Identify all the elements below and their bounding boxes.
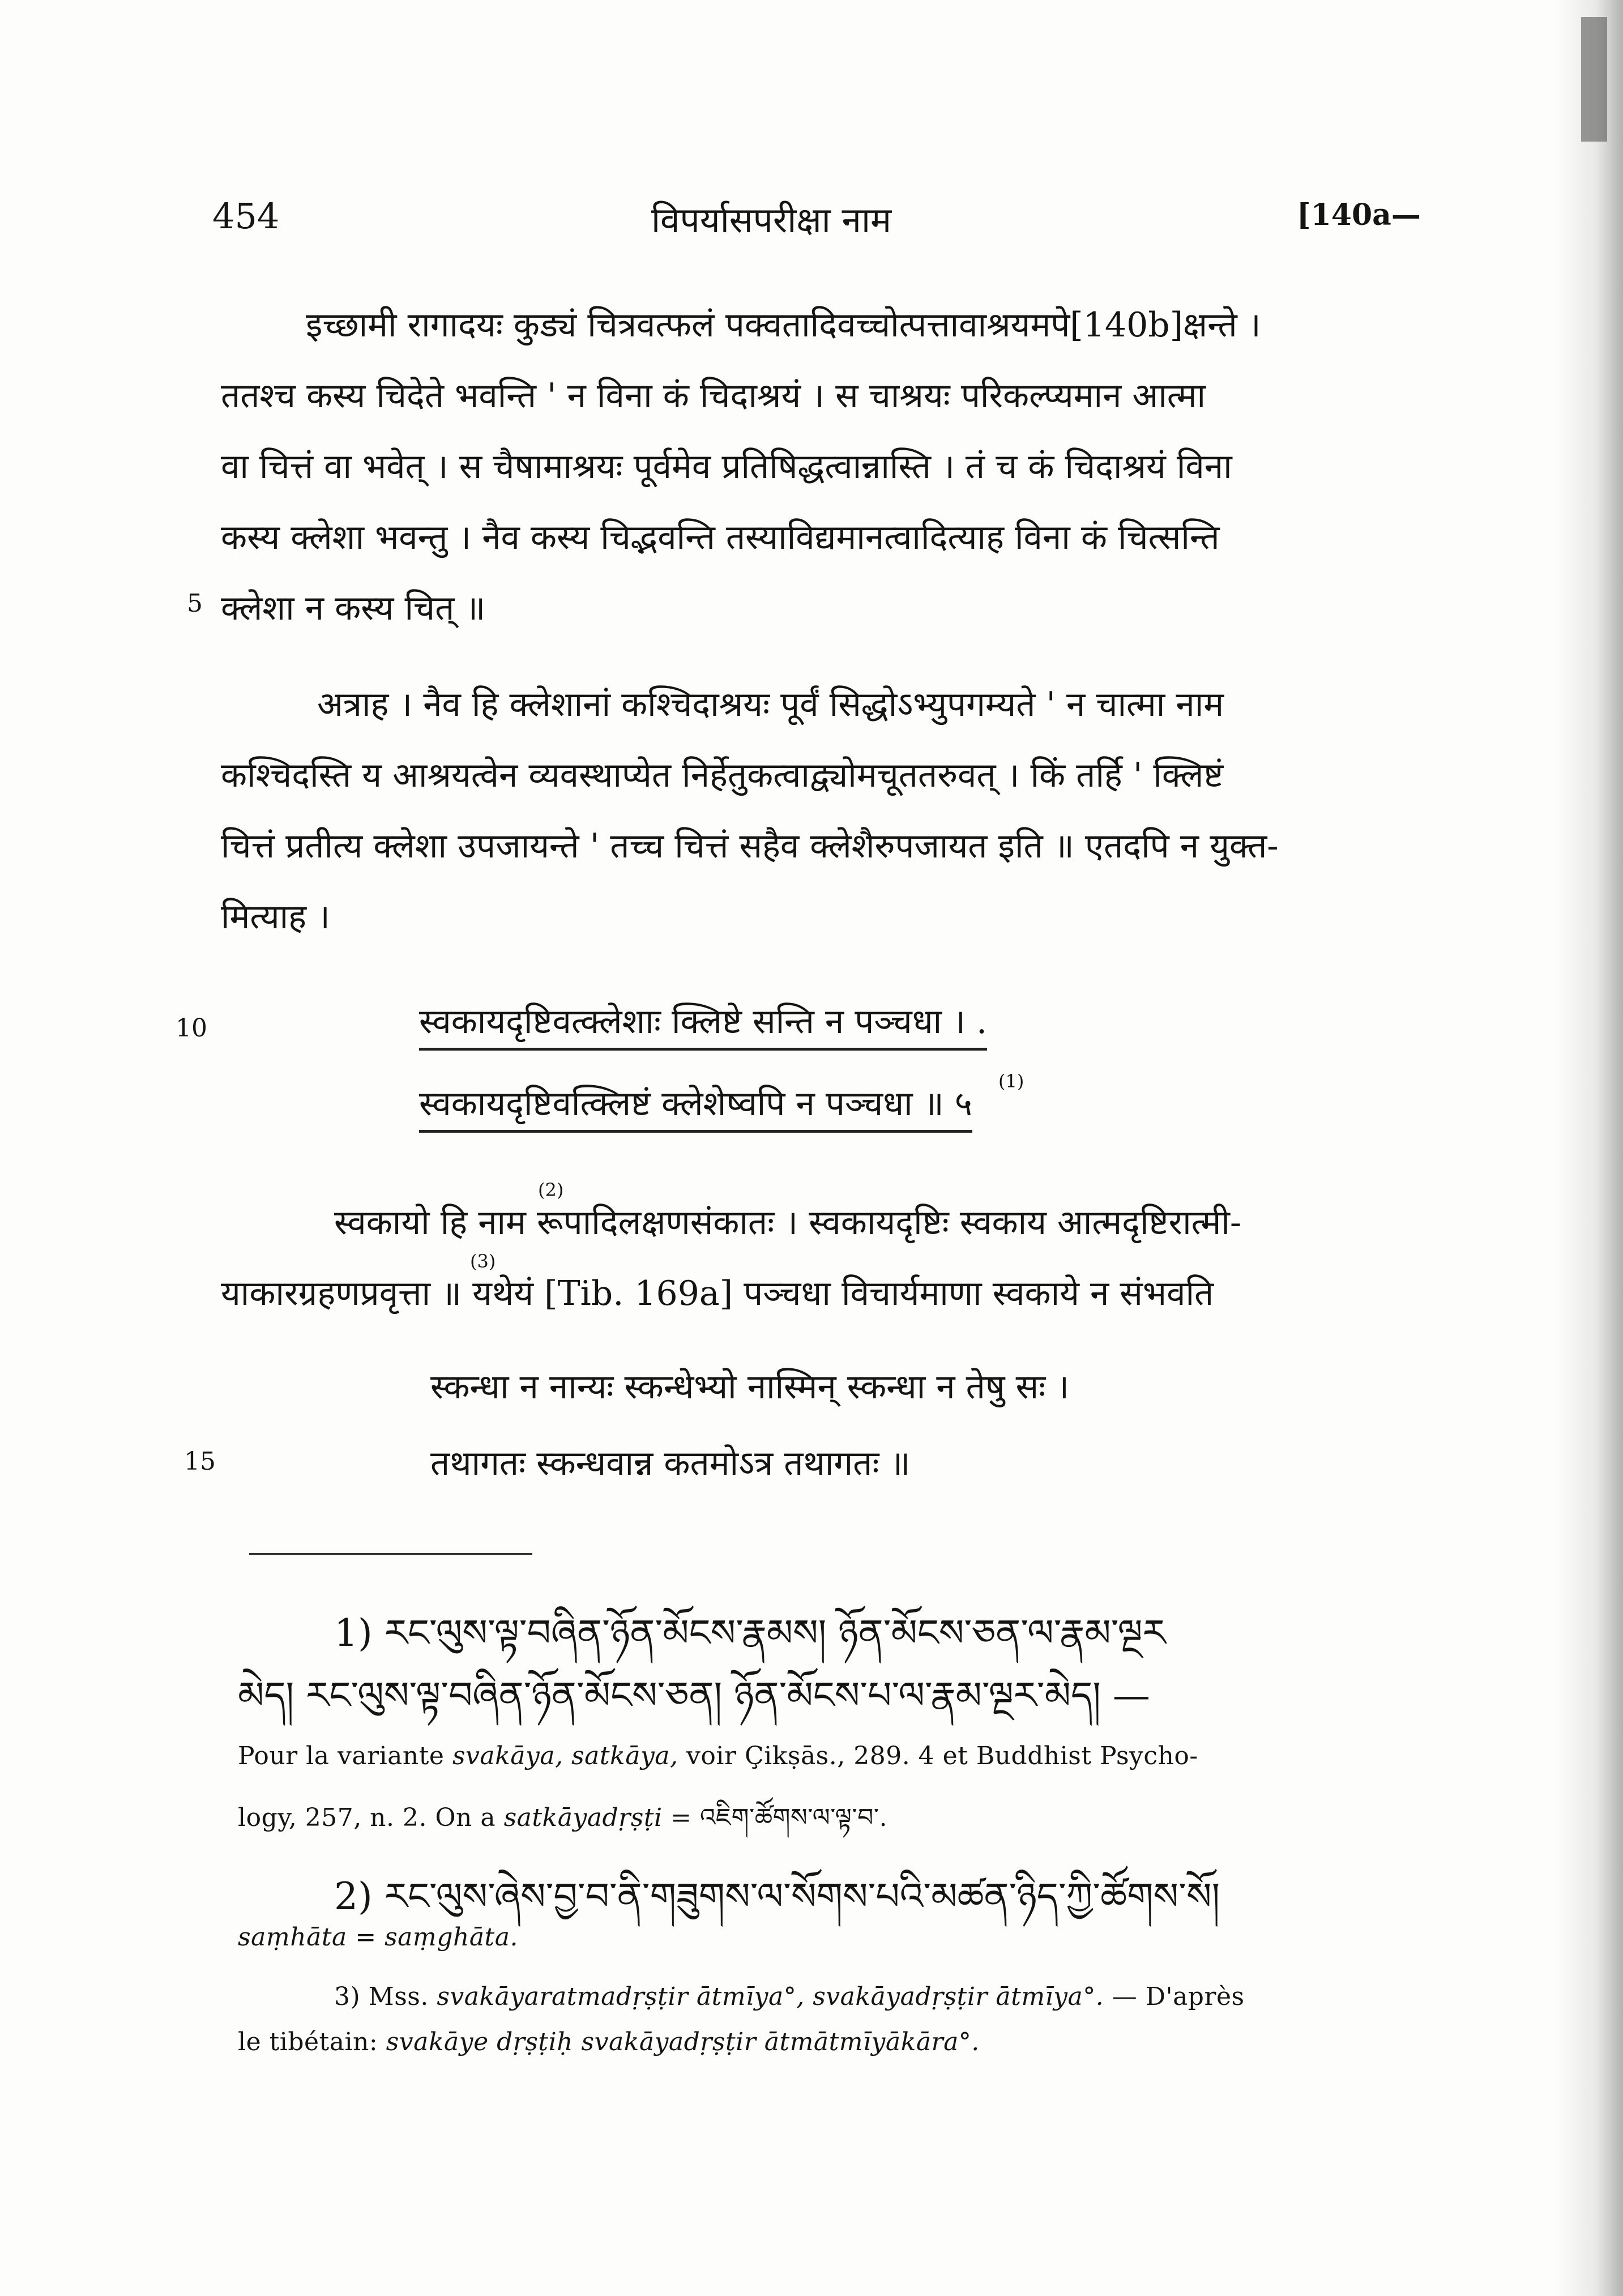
- footnote-marker: (1): [998, 1070, 1024, 1092]
- footnote-1-text: Pour la variante svakāya, satkāya, voir Çikṣās., 289. 4 et Buddhist Psycho-: [238, 1742, 1198, 1770]
- footnote-1-tibetan: 1) རང་ལུས་ལྟ་བཞིན་ཉོན་མོངས་རྣམས། ཉོན་མོངས་ཅན་ལ་རྣམ་ལྔར: [334, 1611, 1166, 1655]
- text-line: मित्याह ।: [221, 897, 330, 937]
- text-line: याकारग्रहणप्रवृत्ता ॥ यथेयं [Tib. 169a] पञ्चधा विचार्यमाणा स्वकाये न संभवति: [221, 1274, 1214, 1313]
- quote-line: स्कन्धा न नान्यः स्कन्धेभ्यो नास्मिन् स्कन्धा न तेषु सः ।: [430, 1367, 1070, 1407]
- running-title: विपर्यासपरीक्षा नाम: [651, 199, 892, 241]
- footnote-marker: (3): [470, 1251, 496, 1272]
- quote-line: तथागतः स्कन्धवान्न कतमोऽत्र तथागतः ॥: [430, 1444, 911, 1483]
- page-number: 454: [212, 195, 280, 237]
- text-line: कश्चिदस्ति य आश्रयत्वेन व्यवस्थाप्येत निर्हेतुकत्वाद्व्योमचूततरुवत् । किं तर्हि ' क्लिष्टं: [221, 756, 1224, 795]
- line-number: 10: [176, 1014, 207, 1043]
- folio-reference: [140a—: [1297, 198, 1421, 232]
- text-line: क्लेशा न कस्य चित् ॥: [221, 588, 486, 628]
- line-number: 15: [184, 1447, 216, 1476]
- footnote-2-tibetan: 2) རང་ལུས་ཞེས་བྱ་བ་ནི་གཟུགས་ལ་སོགས་པའི་མཚན་ཉིད་ཀྱི་ཚོགས་སོ།: [334, 1875, 1220, 1918]
- verse-line: स्वकायदृष्टिवत्क्लिष्टं क्लेशेष्वपि न पञ्चधा ॥ ५: [419, 1079, 972, 1133]
- footnote-1-tibetan: མེད། རང་ལུས་ལྟ་བཞིན་ཉོན་མོངས་ཅན། ཉོན་མོངས་པ་ལ་རྣམ་ལྔར་མེད། —: [238, 1674, 1150, 1717]
- text-line: ततश्च कस्य चिदेते भवन्ति ' न विना कं चिदाश्रयं । स चाश्रयः परिकल्प्यमान आत्मा: [221, 376, 1206, 416]
- text-line: स्वकायो हि नाम रूपादिलक्षणसंकातः । स्वकायदृष्टिः स्वकाय आत्मदृष्टिरात्मी-: [334, 1203, 1242, 1243]
- footnote-1-text: logy, 257, n. 2. On a satkāyadṛṣṭi = འཇིག་ཚོགས་ལ་ལྟ་བ་.: [238, 1803, 888, 1832]
- page-header: [0, 195, 1623, 246]
- scan-edge-shadow: [1555, 0, 1623, 2296]
- footnote-marker: (2): [538, 1179, 564, 1201]
- footnote-3-text: 3) Mss. svakāyaratmadṛṣṭir ātmīya°, svakāyadṛṣṭir ātmīya°. — D'après: [334, 1982, 1245, 2011]
- line-number: 5: [187, 589, 203, 618]
- text-line: वा चित्तं वा भवेत् । स चैषामाश्रयः पूर्वमेव प्रतिषिद्धत्वान्नास्ति । तं च कं चिदाश्रयं विना: [221, 447, 1232, 486]
- text-line: अत्राह । नैव हि क्लेशानां कश्चिदाश्रयः पूर्वं सिद्धोऽभ्युपगम्यते ' न चात्मा नाम: [317, 685, 1224, 724]
- text-line: कस्य क्लेशा भवन्तु । नैव कस्य चिद्भवन्ति तस्याविद्यमानत्वादित्याह विना कं चित्सन्ति: [221, 518, 1220, 557]
- verse-line: स्वकायदृष्टिवत्क्लेशाः क्लिष्टे सन्ति न पञ्चधा । .: [419, 997, 987, 1051]
- footnote-divider: [249, 1553, 532, 1555]
- footnote-2-text: saṃhāta = saṃghāta.: [238, 1923, 518, 1952]
- text-line: चित्तं प्रतीत्य क्लेशा उपजायन्ते ' तच्च चित्तं सहैव क्लेशैरुपजायत इति ॥ एतदपि न युक्त-: [221, 826, 1279, 866]
- footnote-3-text: le tibétain: svakāye dṛṣṭiḥ svakāyadṛṣṭir ātmātmīyākāra°.: [238, 2028, 980, 2056]
- text-line: इच्छामी रागादयः कुड्यं चित्रवत्फलं पक्वतादिवच्चोत्पत्तावाश्रयमपे[140b]क्षन्ते ।: [306, 305, 1261, 345]
- scan-edge-mark: [1581, 17, 1607, 142]
